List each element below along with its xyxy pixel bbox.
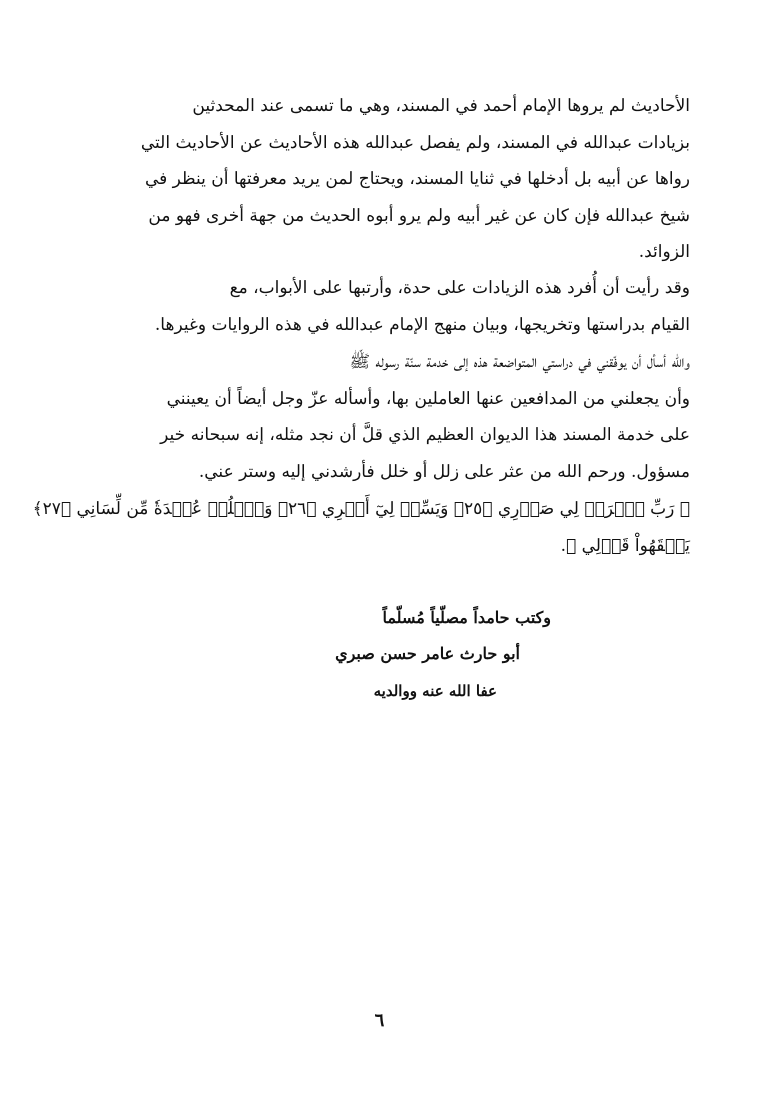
quran-verse [32,491,690,564]
text-line: الزوائد. [638,242,690,262]
text-line: شيخ عبدالله فإن كان عن غير أبيه ولم يرو أبوه الحديث من جهة أخرى فهو من [148,205,690,226]
page-number: ٦ [374,1010,385,1031]
signature-author-name: أبو حارث عامر حسن صبري [335,644,520,663]
signature-dua: عفا الله عنه ووالديه [373,682,497,700]
text-line: بزيادات عبدالله في المسند، ولم يفصل عبدالله هذه الأحاديث عن الأحاديث التي [140,132,690,153]
verse-line: ﴿ رَبِّ ٱشۡرَحۡ لِي صَدۡرِي ﴿٢٥﴾ وَيَسِّرۡ لِيٓ أَمۡرِي ﴿٢٦﴾ وَٱحۡلُلۡ عُقۡدَةٗ مِّن لِّسَانِي ﴿٢٧﴾ [32,499,690,519]
text-line: القيام بدراستها وتخريجها، وبيان منهج الإمام عبدالله في هذه الروايات وغيرها. [154,314,690,335]
signature-closing: وكتب حامداً مصلّياً مُسلّماً [382,608,551,627]
paragraph-hadith-zawaid [72,88,690,271]
verse-line: يَفۡقَهُواْ قَوۡلِي ﴾. [560,535,690,556]
paragraph-plan [72,270,690,343]
text-line: على خدمة المسند هذا الديوان العظيم الذي قلَّ أن نجد مثله، إنه سبحانه خير [160,425,690,445]
text-line: والله أسأل أن يوفّقني في دراستي المتواضعة هذه إلى خدمة سنّة رسوله ﷺ [349,352,690,372]
text-line: وأن يجعلني من المدافعين عنها العاملين بها، وأسأله عزّ وجل أيضاً أن يعينني [166,388,690,409]
text-line: وقد رأيت أن أُفرد هذه الزيادات على حدة، وأرتبها على الأبواب، مع [229,278,690,298]
text-line: مسؤول. ورحم الله من عثر على زلل أو خلل فأرشدني إليه وستر عني. [198,461,690,482]
text-line: الأحاديث لم يروها الإمام أحمد في المسند، وهي ما تسمى عند المحدثين [192,96,690,116]
paragraph-prayer [72,344,690,490]
text-line: رواها عن أبيه بل أدخلها في ثنايا المسند، ويحتاج لمن يريد معرفتها أن ينظر في [144,169,690,189]
